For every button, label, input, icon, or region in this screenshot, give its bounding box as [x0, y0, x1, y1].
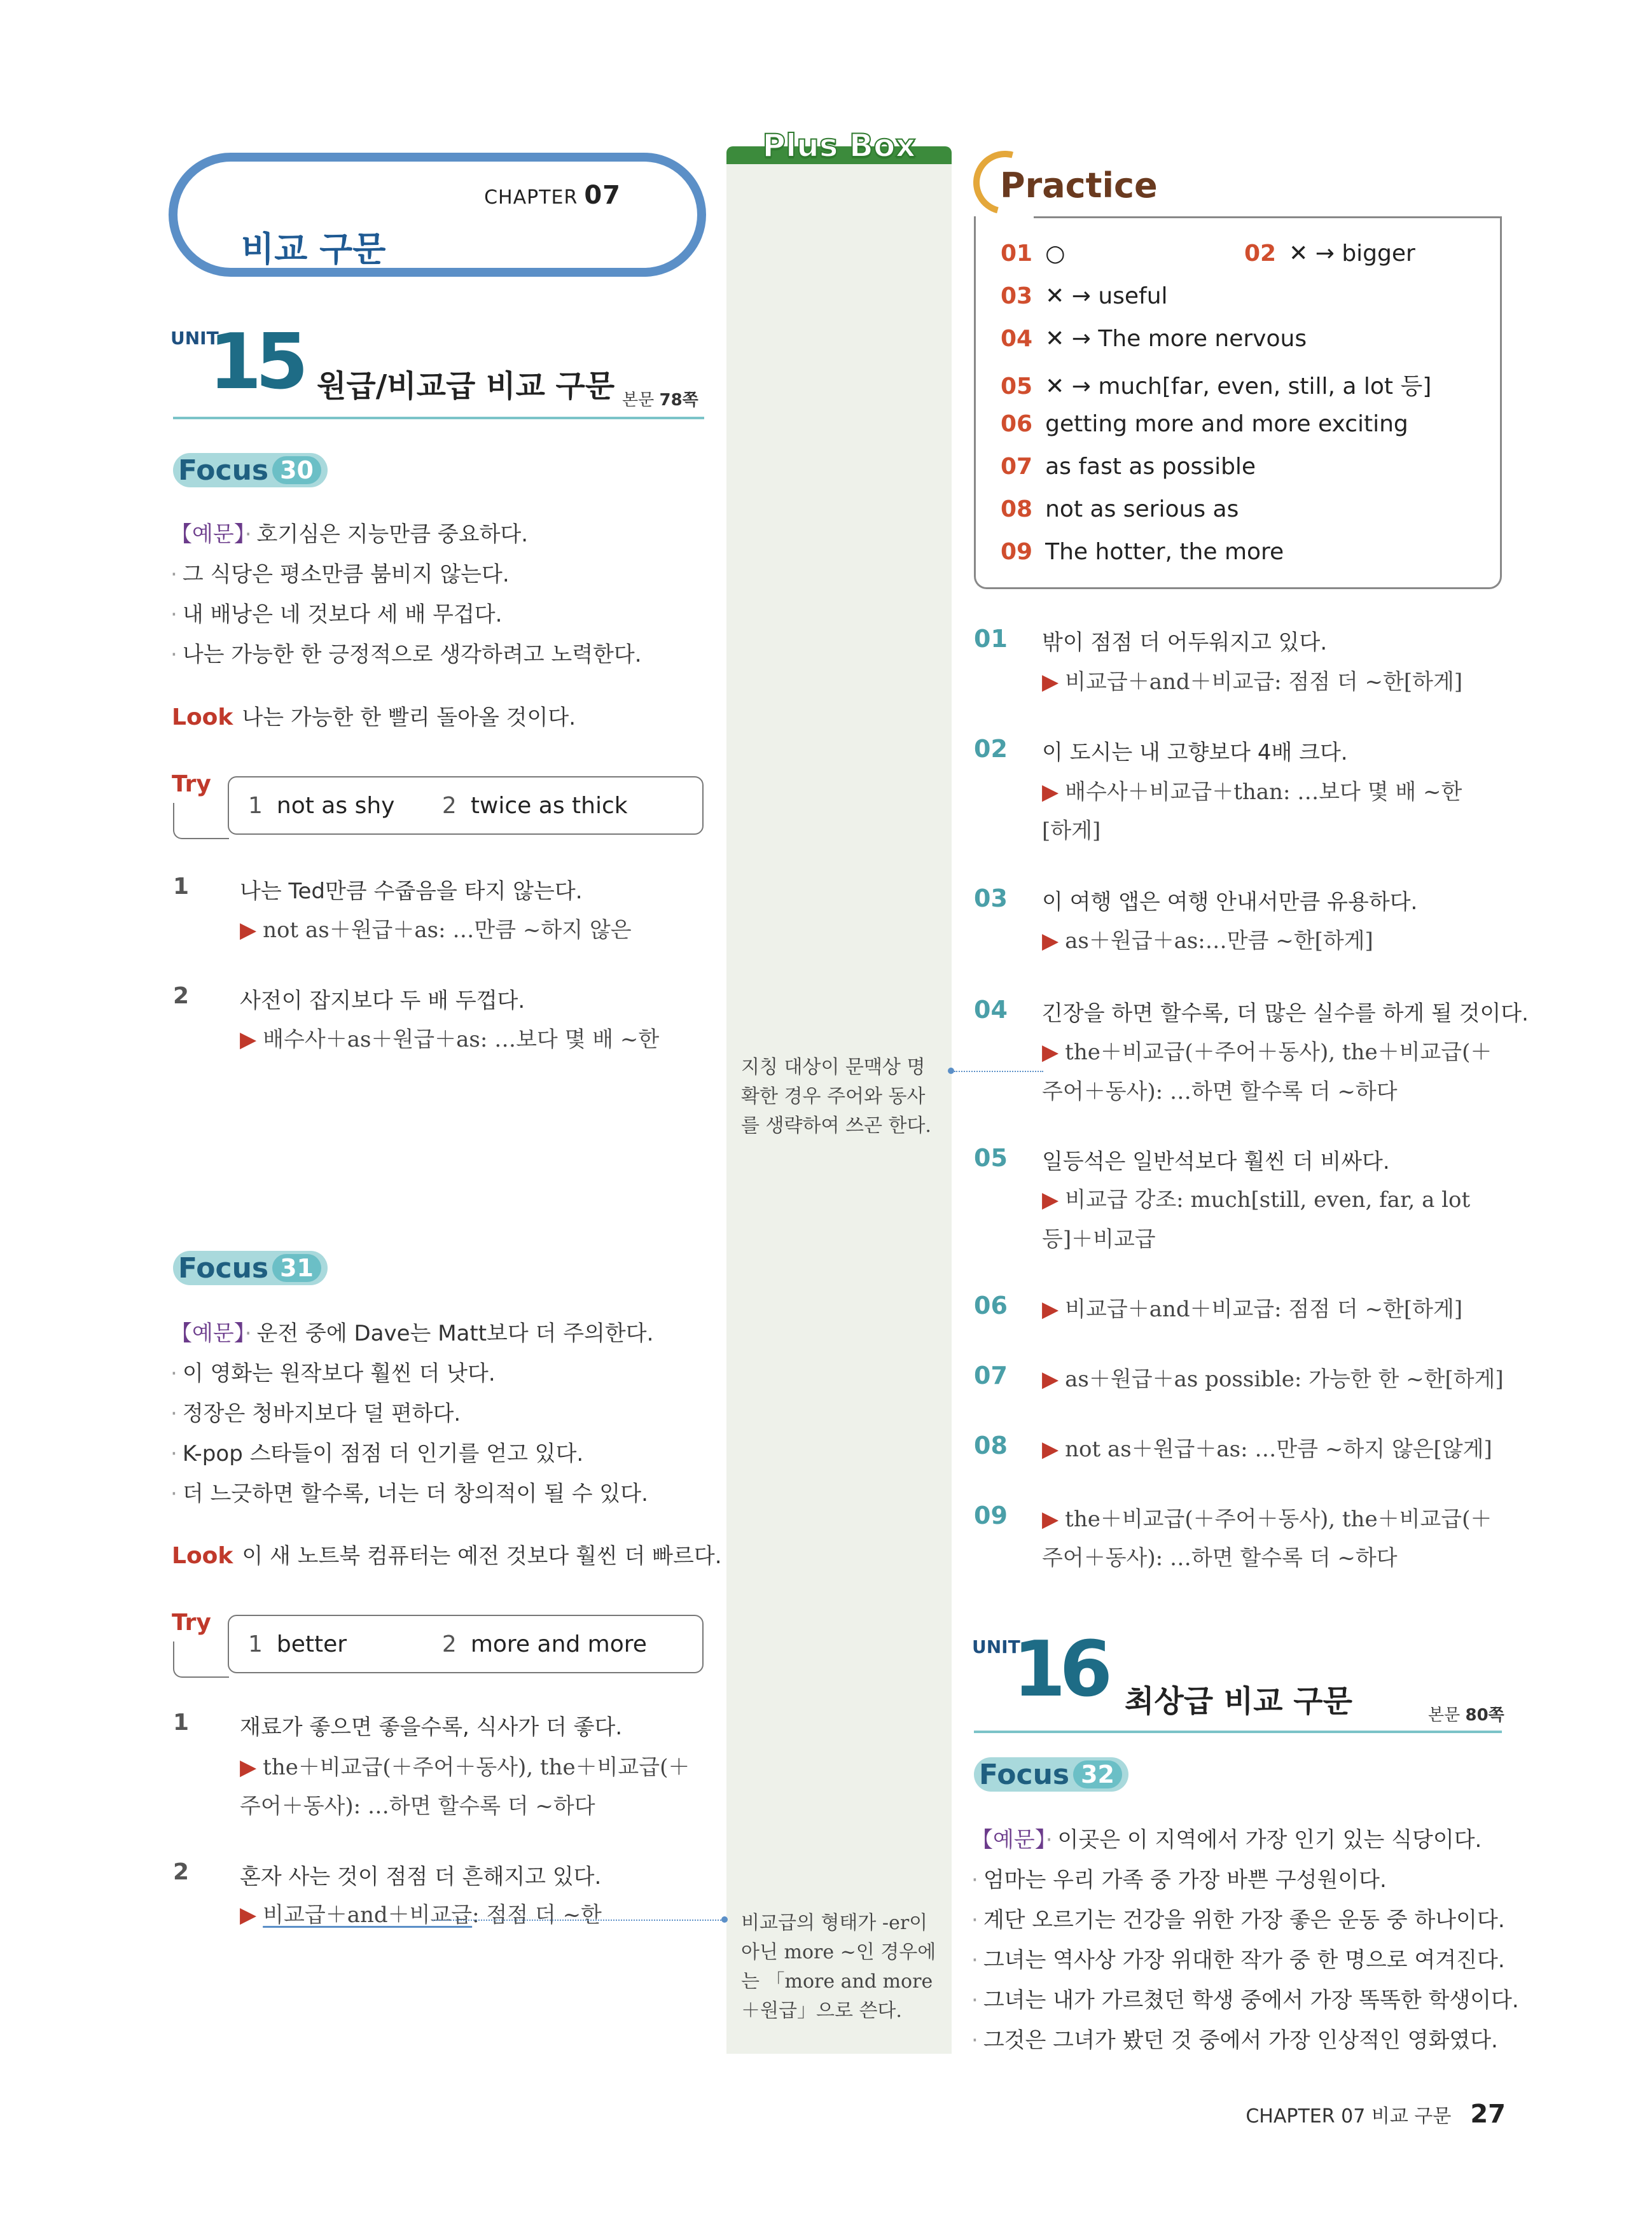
practice-row-08: 08 not as serious as	[1001, 496, 1239, 522]
chapter-title: 비교 구문	[241, 229, 386, 269]
answer-text-04: 긴장을 하면 할수록, 더 많은 실수를 하게 될 것이다.	[1042, 1001, 1529, 1026]
focus30-badge: Focus 30	[173, 453, 328, 487]
focus30-q1-text: 나는 Ted만큼 수줍음을 타지 않는다.	[240, 879, 583, 904]
unit15-label: UNIT	[170, 328, 219, 349]
connector-line	[433, 1920, 721, 1921]
focus32-example-4: · 그녀는 역사상 가장 위대한 작가 중 한 명으로 여겨진다.	[971, 1948, 1505, 1973]
focus30-example-3: · 내 배낭은 네 것보다 세 배 무겁다.	[170, 602, 503, 627]
answer-number-02: 02	[974, 735, 1008, 763]
practice-row-01: 01 ○	[1001, 240, 1065, 267]
practice-box-topline	[1034, 216, 1501, 218]
focus31-q2-number: 2	[173, 1859, 190, 1885]
answer-number-09: 09	[974, 1502, 1008, 1530]
focus31-try-label: Try	[172, 1610, 211, 1636]
connector-dot	[721, 1916, 728, 1923]
answer-tip-09-cont: 주어＋동사): …하면 할수록 더 ~하다	[1042, 1545, 1398, 1571]
focus32-badge: Focus 32	[974, 1757, 1128, 1792]
answer-tip-04-cont: 주어＋동사): …하면 할수록 더 ~하다	[1042, 1079, 1398, 1105]
connector-dot	[948, 1068, 954, 1074]
answer-text-02: 이 도시는 내 고향보다 4배 크다.	[1042, 740, 1348, 765]
plus-note-2: 비교급의 형태가 -er이 아닌 more ~인 경우에 는 「more and more ＋원급」으로 쓴다.	[741, 1912, 936, 2022]
answer-number-05: 05	[974, 1144, 1008, 1172]
unit15-divider	[173, 417, 704, 419]
focus32-example-1: 【예문】· 이곳은 이 지역에서 가장 인기 있는 식당이다.	[971, 1827, 1482, 1853]
answer-number-01: 01	[974, 625, 1008, 653]
focus31-example-4: · K-pop 스타들이 점점 더 인기를 얻고 있다.	[170, 1441, 584, 1467]
answer-tip-02: ▶ 배수사＋비교급＋than: …보다 몇 배 ~한	[1042, 779, 1462, 805]
unit16-label: UNIT	[972, 1636, 1020, 1657]
answer-number-03: 03	[974, 884, 1008, 912]
focus30-q2-number: 2	[173, 983, 190, 1009]
focus30-q2-tip: ▶ 배수사＋as＋원급＋as: …보다 몇 배 ~한	[240, 1027, 660, 1052]
answer-tip-09: ▶ the＋비교급(＋주어＋동사), the＋비교급(＋	[1042, 1507, 1492, 1532]
answer-text-05: 일등석은 일반석보다 훨씬 더 비싸다.	[1042, 1149, 1390, 1174]
focus31-example-3: · 정장은 청바지보다 덜 편하다.	[170, 1401, 461, 1426]
focus31-q1-text: 재료가 좋으면 좋을수록, 식사가 더 좋다.	[240, 1715, 623, 1740]
answer-tip-04: ▶ the＋비교급(＋주어＋동사), the＋비교급(＋	[1042, 1040, 1492, 1065]
answer-text-03: 이 여행 앱은 여행 안내서만큼 유용하다.	[1042, 889, 1418, 915]
practice-row-09: 09 The hotter, the more	[1001, 539, 1284, 565]
focus32-example-3: · 계단 오르기는 건강을 위한 가장 좋은 운동 중 하나이다.	[971, 1907, 1505, 1933]
unit16-title: 최상급 비교 구문	[1125, 1683, 1352, 1719]
unit15-title: 원급/비교급 비교 구문	[317, 368, 615, 404]
chapter-header	[169, 153, 706, 277]
focus32-example-6: · 그것은 그녀가 봤던 것 중에서 가장 인상적인 영화였다.	[971, 2028, 1498, 2053]
focus30-q1-tip: ▶ not as＋원급＋as: …만큼 ~하지 않은	[240, 917, 632, 943]
practice-title: Practice	[1000, 165, 1158, 206]
focus31-q2-text: 혼자 사는 것이 점점 더 흔해지고 있다.	[240, 1864, 602, 1890]
focus30-q1-number: 1	[173, 874, 190, 900]
answer-number-08: 08	[974, 1432, 1008, 1460]
unit16-divider	[974, 1731, 1502, 1733]
plus-box-header: Plus Box	[726, 127, 952, 164]
focus31-q1-number: 1	[173, 1710, 190, 1736]
focus31-example-1: 【예문】· 운전 중에 Dave는 Matt보다 더 주의한다.	[170, 1321, 654, 1346]
unit15-page-ref: 본문 78쪽	[622, 391, 698, 410]
focus31-q1-tip: ▶ the＋비교급(＋주어＋동사), the＋비교급(＋	[240, 1755, 690, 1780]
answer-number-06: 06	[974, 1292, 1008, 1320]
chapter-label: CHAPTER 07	[484, 181, 621, 210]
answer-text-01: 밖이 점점 더 어두워지고 있다.	[1042, 630, 1328, 655]
answer-tip-02-cont: [하게]	[1042, 818, 1101, 844]
focus31-example-5: · 더 느긋하면 할수록, 너는 더 창의적이 될 수 있다.	[170, 1481, 648, 1507]
answer-tip-03: ▶ as＋원급＋as:…만큼 ~한[하게]	[1042, 928, 1373, 954]
connector-line	[954, 1071, 1043, 1072]
focus31-example-2: · 이 영화는 원작보다 훨씬 더 낫다.	[170, 1361, 496, 1386]
answer-tip-08: ▶ not as＋원급＋as: …만큼 ~하지 않은[않게]	[1042, 1437, 1492, 1462]
page-footer: CHAPTER 07 비교 구문 27	[1246, 2100, 1506, 2129]
practice-row-03: 03 ✕ → useful	[1001, 283, 1168, 309]
unit16-page-ref: 본문 80쪽	[1428, 1706, 1504, 1725]
answer-number-07: 07	[974, 1362, 1008, 1390]
practice-row-05: 05 ✕ → much[far, even, still, a lot 등]	[1001, 373, 1432, 400]
focus30-example-1: 【예문】· 호기심은 지능만큼 중요하다.	[170, 522, 529, 547]
focus30-example-4: · 나는 가능한 한 긍정적으로 생각하려고 노력한다.	[170, 642, 642, 667]
focus30-try-label: Try	[172, 771, 211, 797]
unit15-number: 15	[209, 318, 302, 407]
try-bracket	[173, 803, 229, 839]
practice-row-07: 07 as fast as possible	[1001, 454, 1256, 480]
try-bracket	[173, 1641, 229, 1678]
focus30-q2-text: 사전이 잡지보다 두 배 두껍다.	[240, 988, 525, 1014]
answer-tip-06: ▶ 비교급＋and＋비교급: 점점 더 ~한[하게]	[1042, 1297, 1463, 1322]
focus31-look: Look 이 새 노트북 컴퓨터는 예전 것보다 훨씬 더 빠르다.	[172, 1543, 722, 1569]
focus30-try-box: 1 not as shy 2 twice as thick	[228, 776, 704, 835]
practice-box	[974, 216, 1502, 589]
answer-tip-05: ▶ 비교급 강조: much[still, even, far, a lot	[1042, 1187, 1471, 1213]
focus32-example-2: · 엄마는 우리 가족 중 가장 바쁜 구성원이다.	[971, 1867, 1387, 1893]
focus31-badge: Focus 31	[173, 1251, 328, 1285]
focus30-look: Look 나는 가능한 한 빨리 돌아올 것이다.	[172, 704, 576, 730]
focus31-q2-tip: ▶ 비교급＋and＋비교급: 점점 더 ~한	[240, 1902, 602, 1928]
focus30-example-2: · 그 식당은 평소만큼 붐비지 않는다.	[170, 562, 510, 587]
focus31-try-box: 1 better 2 more and more	[228, 1615, 704, 1673]
answer-tip-07: ▶ as＋원급＋as possible: 가능한 한 ~한[하게]	[1042, 1367, 1504, 1392]
focus31-q1-tip-cont: 주어＋동사): …하면 할수록 더 ~하다	[240, 1794, 595, 1819]
answer-tip-01: ▶ 비교급＋and＋비교급: 점점 더 ~한[하게]	[1042, 669, 1463, 695]
focus32-example-5: · 그녀는 내가 가르쳤던 학생 중에서 가장 똑똑한 학생이다.	[971, 1988, 1519, 2013]
practice-row-04: 04 ✕ → The more nervous	[1001, 326, 1307, 352]
unit16-number: 16	[1013, 1626, 1106, 1714]
practice-row-06: 06 getting more and more exciting	[1001, 411, 1408, 437]
plus-note-1: 지칭 대상이 문맥상 명 확한 경우 주어와 동사 를 생략하여 쓰곤 한다.	[741, 1056, 931, 1137]
answer-number-04: 04	[974, 996, 1008, 1024]
practice-row-02: 02 ✕ → bigger	[1244, 240, 1415, 267]
answer-tip-05-cont: 등]＋비교급	[1042, 1227, 1156, 1252]
